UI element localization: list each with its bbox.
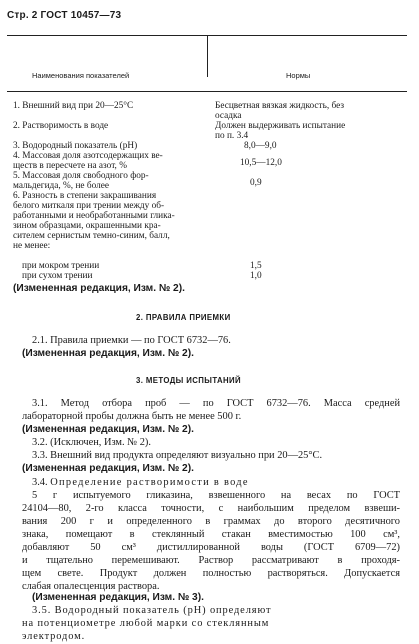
table-row-6-name: при мокром трении: [22, 261, 100, 271]
table-row-2-norm: по п. 3.4: [215, 131, 249, 141]
table-row-1-name: 1. Внешний вид при 20—25°C: [13, 101, 134, 111]
paragraph-3-4-line: 5 г испытуемого гликазина, взвешенного на весах по ГОСТ: [32, 490, 400, 501]
paragraph-3-5: 3.5. Водородный показатель (pH) определяют: [32, 605, 272, 616]
paragraph-3-5: на потенциометре любой марки со стеклянным: [22, 618, 270, 629]
table-row-6-norm: 1,5: [250, 261, 262, 271]
paragraph-number: 3.4.: [32, 477, 48, 488]
section-title-test-methods: 3. МЕТОДЫ ИСПЫТАНИЙ: [136, 376, 242, 385]
edit-note: (Измененная редакция, Изм. № 2).: [22, 348, 194, 359]
table-row-6-name: белого миткаля при трении между об-: [13, 201, 165, 211]
edit-note: (Измененная редакция, Изм. № 3).: [32, 592, 204, 603]
table-row-5-norm: 0,9: [250, 178, 262, 188]
table-row-6-name: не менее:: [13, 241, 51, 251]
table-row-4-norm: 10,5—12,0: [240, 158, 282, 168]
paragraph-3-2: 3.2. (Исключен, Изм. № 2).: [32, 437, 151, 448]
page-header: Стр. 2 ГОСТ 10457—73: [7, 10, 122, 21]
paragraph-3-4-line: 24104—80, 2-го класса точности, с наибольшим пределом взвеши-: [22, 503, 400, 514]
paragraph-3-3: 3.3. Внешний вид продукта определяют визуально при 20—25°C.: [32, 450, 323, 461]
paragraph-3-4-line: слабая опалесценция раствора.: [22, 581, 160, 592]
paragraph-3-4-line: знака, помещают в стеклянный стакан вместимостью 100 см³,: [22, 529, 400, 540]
paragraph-2-1: 2.1. Правила приемки — по ГОСТ 6732—76.: [32, 335, 231, 346]
section-title-acceptance: 2. ПРАВИЛА ПРИЕМКИ: [136, 313, 231, 322]
table-header-norm: Нормы: [286, 71, 311, 80]
table-row-6-name: сителем сернистым темно-синим, балл,: [13, 231, 170, 241]
paragraph-3-5: электродом.: [22, 631, 86, 642]
table-row-6-norm: 1,0: [250, 271, 262, 281]
table-row-2-name: 2. Растворимость в воде: [13, 121, 109, 131]
paragraph-3-4-line: и тщательно перемешивают. Раствор рассматривают в проходя-: [22, 555, 400, 566]
paragraph-heading-spaced: Определение растворимости в воде: [50, 477, 249, 488]
table-header-rule: [7, 91, 407, 92]
paragraph-3-4-line: добавляют 50 см³ дистиллированной воды (ГОСТ 6709—72): [22, 542, 400, 553]
table-column-divider: [207, 35, 208, 77]
edit-note: (Измененная редакция, Изм. № 2).: [22, 463, 194, 474]
table-row-2-norm: Должен выдерживать испытание: [215, 121, 346, 131]
table-row-6-name: при сухом трении: [22, 271, 93, 281]
paragraph-3-4-heading: [32, 476, 249, 490]
table-row-4-name: 4. Массовая доля азотсодержащих ве-: [13, 151, 163, 161]
table-row-1-norm: осадка: [215, 111, 242, 121]
paragraph-3-1: 3.1. Метод отбора проб — по ГОСТ 6732—76. Масса средней: [32, 398, 400, 409]
paragraph-3-4-line: щем свете. Продукт должен полностью растворяться. Допускается: [22, 568, 400, 579]
paragraph-3-4-line: вания 200 г и определенного в граммах до второго десятичного: [22, 516, 400, 527]
table-row-3-norm: 8,0—9,0: [244, 141, 277, 151]
table-row-5-name: мальдегида, %, не более: [13, 181, 110, 191]
table-row-4-name: ществ в пересчете на азот, %: [13, 161, 127, 171]
table-row-1-norm: Бесцветная вязкая жидкость, без: [215, 101, 344, 111]
paragraph-3-1: лабораторной пробы должна быть не менее 500 г.: [22, 411, 242, 422]
edit-note: (Измененная редакция, Изм. № 2).: [13, 283, 185, 294]
edit-note: (Измененная редакция, Изм. № 2).: [22, 424, 194, 435]
table-row-6-name: зином образцами, окрашенными кра-: [13, 221, 161, 231]
table-row-3-name: 3. Водородный показатель (pH): [13, 141, 138, 151]
table-row-5-name: 5. Массовая доля свободного фор-: [13, 171, 149, 181]
table-row-6-name: 6. Разность в степени закрашивания: [13, 191, 157, 201]
table-header-name: Наименования показателей: [32, 71, 130, 80]
table-row-6-name: работанными и необработанными глика-: [13, 211, 175, 221]
